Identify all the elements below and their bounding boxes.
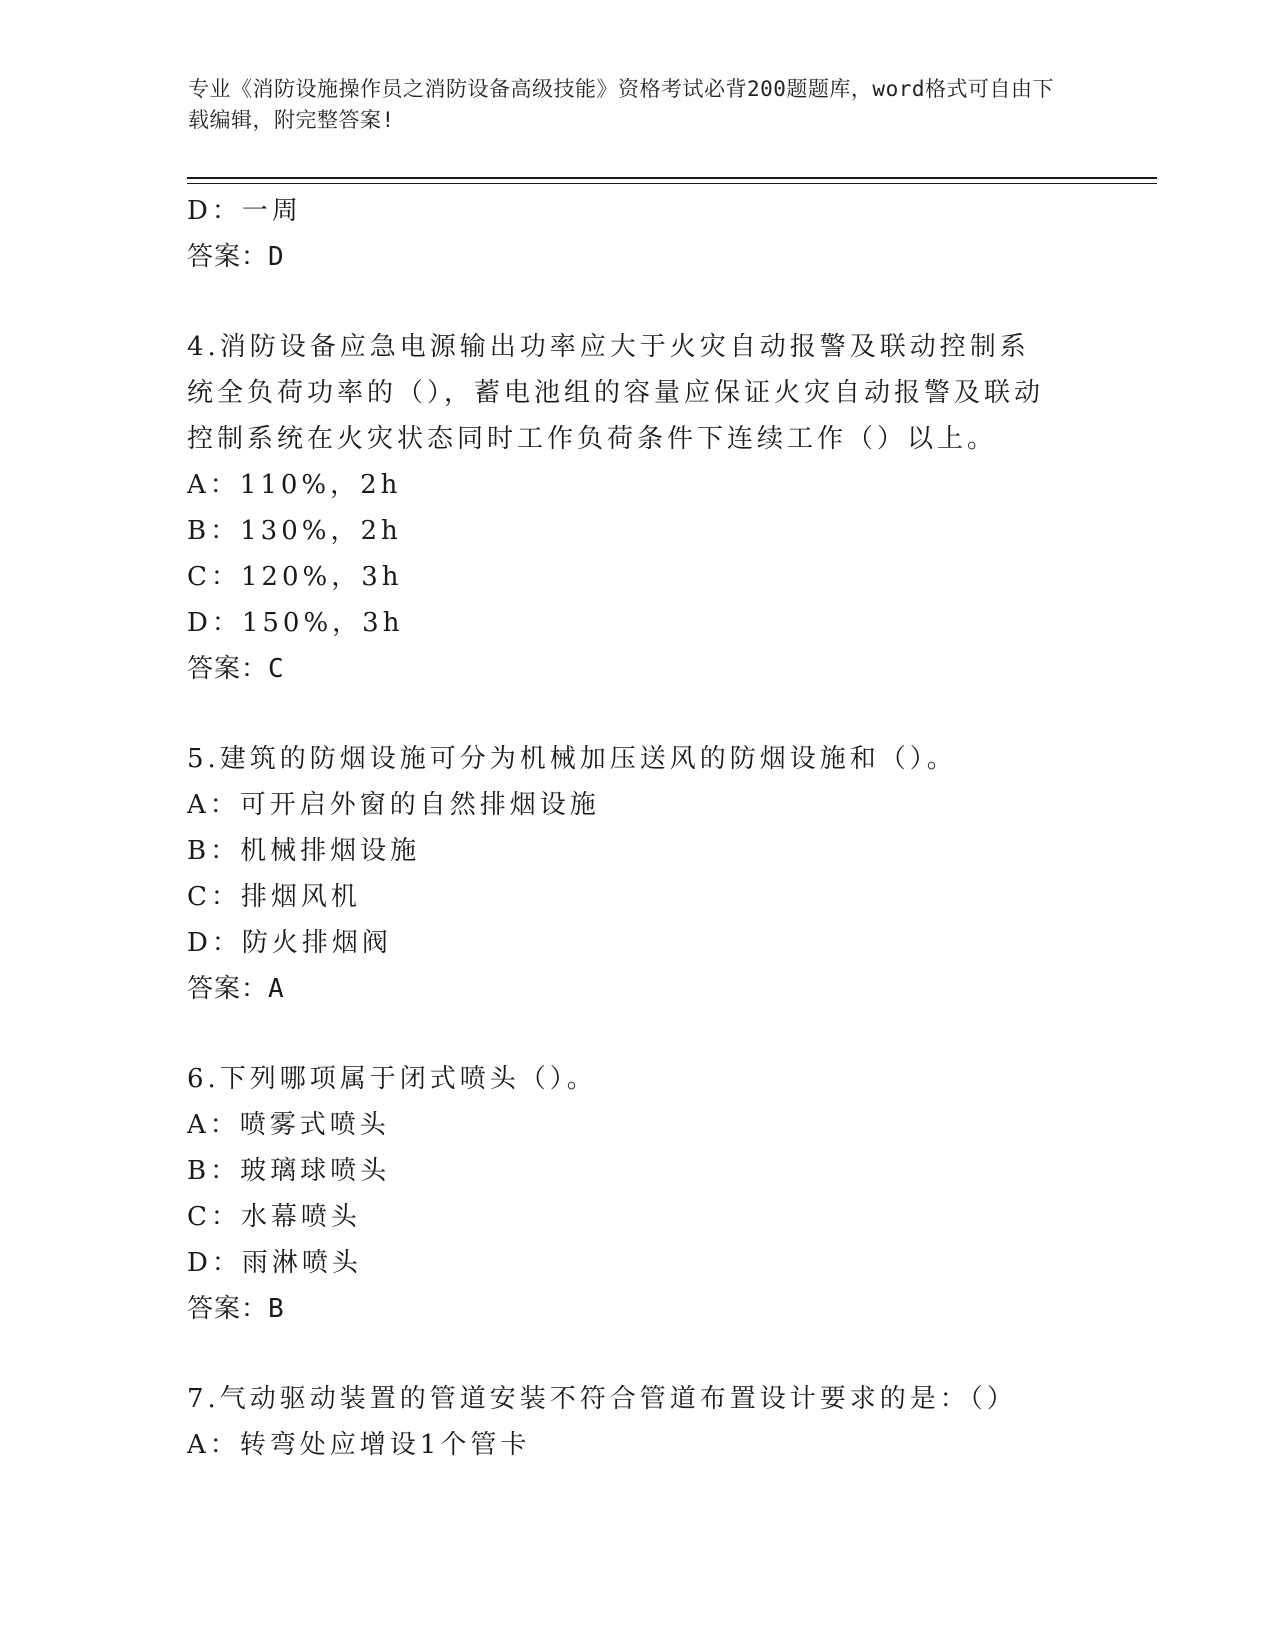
option-b: B：机械排烟设施	[187, 836, 421, 866]
answer-line: 答案：C	[187, 654, 285, 684]
option-d: D：雨淋喷头	[187, 1248, 362, 1278]
option-d: D：150%，3h	[187, 608, 404, 638]
option-c: C：水幕喷头	[187, 1202, 361, 1232]
question-stem: 5.建筑的防烟设施可分为机械加压送风的防烟设施和（）。	[187, 744, 957, 774]
answer-line: 答案：A	[187, 974, 285, 1004]
option-d: D：防火排烟阀	[187, 928, 392, 958]
answer-line: 答案：B	[187, 1294, 285, 1324]
question-block-6	[187, 1056, 1087, 1332]
question-stem: 7.气动驱动装置的管道安装不符合管道布置设计要求的是：（）	[187, 1384, 1017, 1414]
option-b: B：130%，2h	[187, 516, 402, 546]
option-a: A：喷雾式喷头	[187, 1110, 390, 1140]
question-block-7	[187, 1376, 1087, 1468]
header-divider-thin	[187, 183, 1157, 184]
question-stem: 4.消防设备应急电源输出功率应大于火灾自动报警及联动控制系统全负荷功率的（），蓄电池组的容量应保证火灾自动报警及联动控制系统在火灾状态同时工作负荷条件下连续工作（）以上。	[187, 332, 1045, 454]
option-c: C：排烟风机	[187, 882, 361, 912]
option-a: A：可开启外窗的自然排烟设施	[187, 790, 600, 820]
question-stem: 6.下列哪项属于闭式喷头（）。	[187, 1064, 597, 1094]
question-block-4	[187, 324, 1087, 692]
option-b: B：玻璃球喷头	[187, 1156, 391, 1186]
question-content	[187, 188, 1087, 1468]
header-divider-thick	[187, 177, 1157, 179]
carryover-answer: 答案：D	[187, 242, 285, 272]
option-c: C：120%，3h	[187, 562, 403, 592]
document-header: 专业《消防设施操作员之消防设备高级技能》资格考试必背200题题库，word格式可自由下载编辑，附完整答案!	[188, 77, 1054, 132]
option-a: A：转弯处应增设1个管卡	[187, 1430, 531, 1460]
option-a: A：110%，2h	[187, 470, 402, 500]
carryover-option-d: D：一周	[187, 196, 302, 226]
question-block-5	[187, 736, 1087, 1012]
